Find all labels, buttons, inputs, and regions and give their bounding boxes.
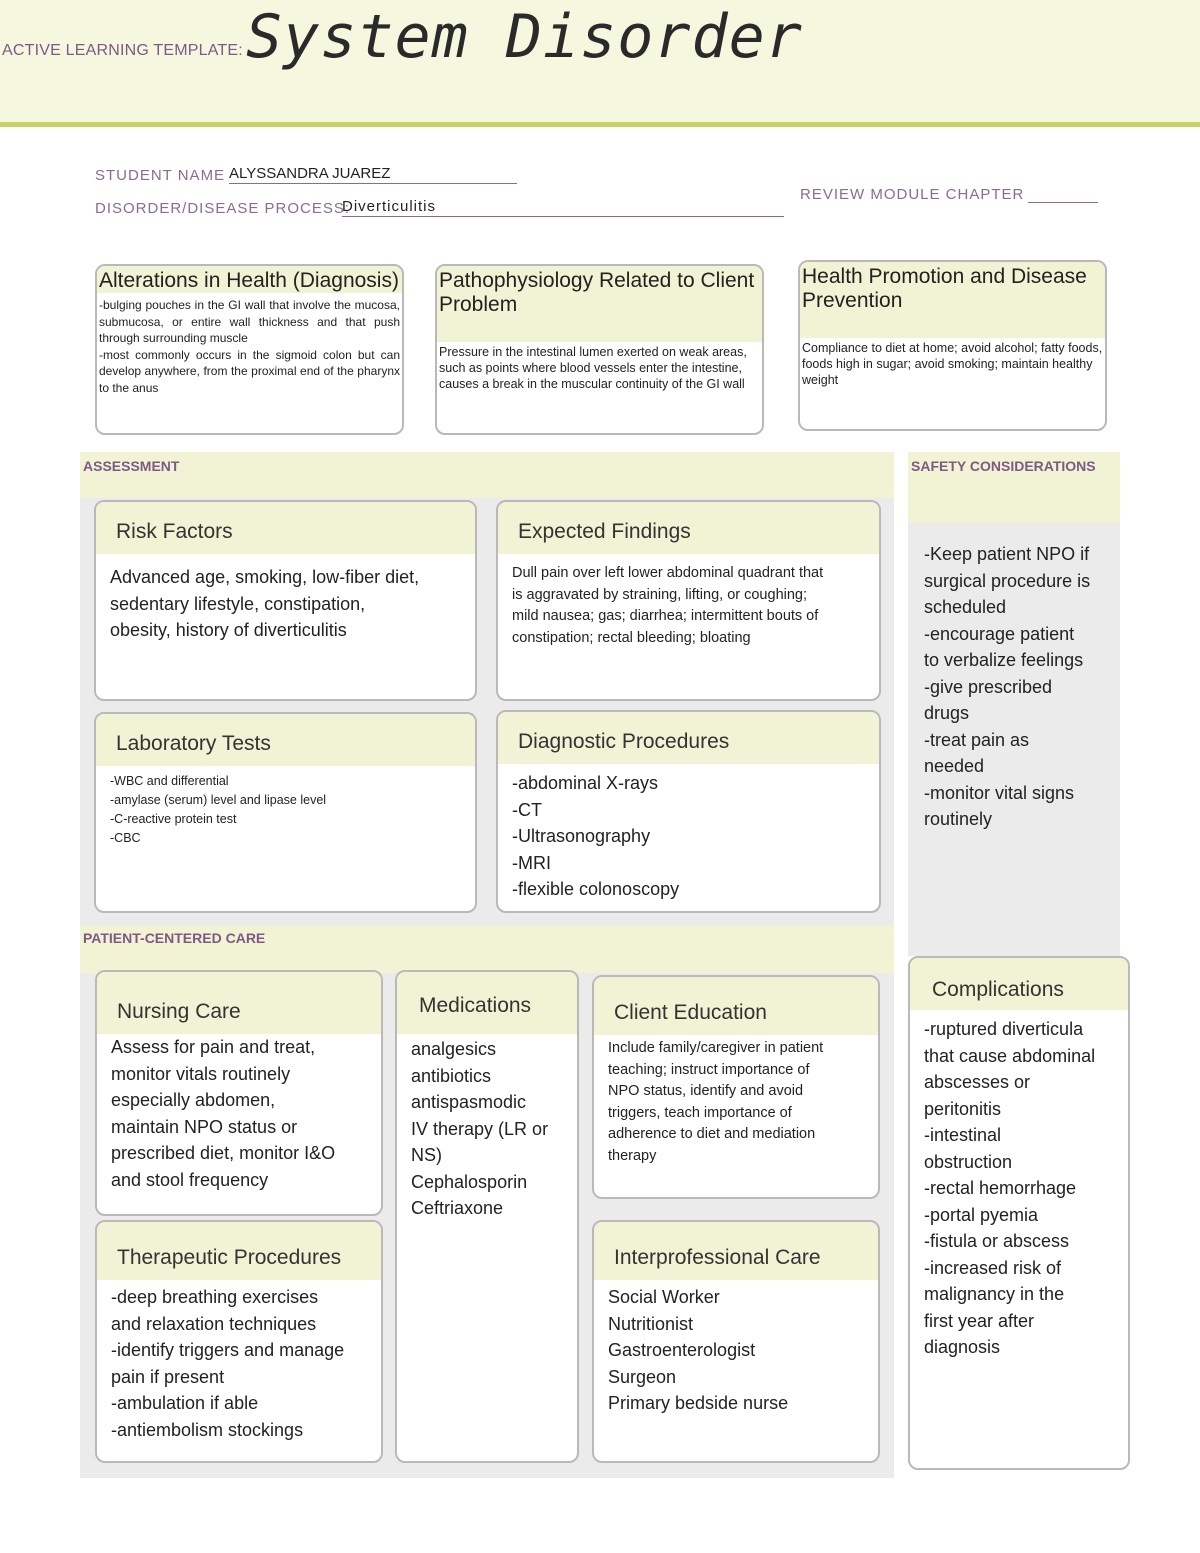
risk-factors-line: sedentary lifestyle, constipation,: [110, 593, 366, 614]
safety-line: to verbalize feelings: [924, 650, 1084, 670]
interprofessional-care-line: Social Worker: [608, 1287, 720, 1307]
risk-factors-line: obesity, history of diverticulitis: [110, 620, 347, 640]
safety-line: -monitor vital signs: [924, 782, 1075, 803]
complications-title: Complications: [910, 958, 1128, 1010]
health-promotion-box: [798, 260, 1107, 431]
complications-line: -portal pyemia: [924, 1204, 1039, 1225]
complications-line: abscesses or: [924, 1072, 1031, 1092]
interprofessional-care-body: [594, 1280, 878, 1425]
medications-line: NS): [411, 1145, 442, 1165]
alterations-title: Alterations in Health (Diagnosis): [97, 266, 402, 293]
medications-title: Medications: [397, 972, 577, 1034]
complications-line: -ruptured diverticula: [924, 1019, 1084, 1039]
risk-factors-line: Advanced age, smoking, low-fiber diet,: [110, 567, 420, 587]
medications-line: antispasmodic: [411, 1092, 527, 1112]
safety-line: surgical procedure is: [924, 570, 1091, 591]
therapeutic-procedures-line: and relaxation techniques: [111, 1313, 317, 1334]
therapeutic-procedures-body: [97, 1280, 381, 1451]
complications-card: [908, 956, 1130, 1470]
medications-line: Ceftriaxone: [411, 1198, 504, 1218]
nursing-care-line: especially abdomen,: [111, 1090, 276, 1110]
safety-line: -Keep patient NPO if: [924, 544, 1090, 564]
header-rule: [0, 122, 1200, 127]
diagnostic-procedures-line: -flexible colonoscopy: [512, 879, 680, 899]
expected-findings-line: mild nausea; gas; diarrhea; intermittent bouts of: [512, 608, 819, 624]
client-education-line: adherence to diet and mediation: [608, 1126, 816, 1142]
patient-centered-care-label: PATIENT-CENTERED CARE: [83, 930, 266, 946]
review-chapter-field[interactable]: [1028, 184, 1098, 203]
client-education-line: triggers, teach importance of: [608, 1104, 792, 1121]
laboratory-tests-body: [96, 766, 475, 856]
nursing-care-line: monitor vitals routinely: [111, 1063, 291, 1084]
interprofessional-care-line: Nutritionist: [608, 1313, 694, 1334]
safety-line: -treat pain as: [924, 729, 1030, 750]
complications-line: obstruction: [924, 1151, 1013, 1172]
complications-line: -increased risk of: [924, 1257, 1062, 1278]
expected-findings-body: [498, 554, 879, 657]
safety-body: [924, 541, 1114, 833]
interprofessional-care-title: Interprofessional Care: [594, 1222, 878, 1280]
laboratory-tests-title: Laboratory Tests: [96, 714, 475, 766]
alterations-line: -bulging pouches in the GI wall that involve the mucosa, submucosa, or entire wall thickness and that push through surrounding muscle: [99, 298, 400, 345]
health-promotion-text: Compliance to diet at home; avoid alcohol; fatty foods, foods high in sugar; avoid smoking; maintain healthy weight: [802, 341, 1103, 387]
safety-line: routinely: [924, 809, 993, 829]
nursing-care-line: Assess for pain and treat,: [111, 1037, 316, 1057]
client-education-title: Client Education: [594, 977, 878, 1035]
complications-line: diagnosis: [924, 1337, 1001, 1357]
laboratory-tests-card: [94, 712, 477, 913]
disorder-label: DISORDER/DISEASE PROCESS:: [95, 200, 351, 217]
client-education-body: [594, 1035, 878, 1175]
interprofessional-care-line: Primary bedside nurse: [608, 1393, 789, 1413]
assessment-label: ASSESSMENT: [83, 458, 180, 474]
pathophysiology-text: Pressure in the intestinal lumen exerted on weak areas, such as points where blood vessels enter the intestine, causes a break in the muscular continuity of the GI wall: [439, 345, 747, 391]
safety-line: scheduled: [924, 597, 1007, 617]
expected-findings-line: constipation; rectal bleeding; bloating: [512, 629, 751, 646]
diagnostic-procedures-line: -MRI: [512, 852, 551, 873]
pathophysiology-box: [435, 264, 764, 435]
therapeutic-procedures-card: [95, 1220, 383, 1463]
client-education-card: [592, 975, 880, 1199]
complications-body: [910, 1010, 1128, 1367]
safety-line: needed: [924, 756, 985, 776]
expected-findings-title: Expected Findings: [498, 502, 879, 554]
medications-card: [395, 970, 579, 1463]
interprofessional-care-line: Surgeon: [608, 1366, 677, 1387]
expected-findings-line: is aggravated by straining, lifting, or coughing;: [512, 586, 808, 603]
review-chapter-label: REVIEW MODULE CHAPTER: [800, 186, 1025, 203]
risk-factors-title: Risk Factors: [96, 502, 475, 554]
therapeutic-procedures-line: pain if present: [111, 1366, 225, 1387]
therapeutic-procedures-title: Therapeutic Procedures: [97, 1222, 381, 1280]
interprofessional-care-card: [592, 1220, 880, 1463]
client-education-line: Include family/caregiver in patient: [608, 1040, 824, 1056]
safety-label: SAFETY CONSIDERATIONS: [911, 458, 1096, 474]
diagnostic-procedures-line: -Ultrasonography: [512, 826, 651, 846]
therapeutic-procedures-line: -ambulation if able: [111, 1393, 259, 1413]
disorder-field[interactable]: Diverticulitis: [342, 198, 784, 217]
complications-line: peritonitis: [924, 1098, 1002, 1119]
complications-line: first year after: [924, 1310, 1035, 1331]
risk-factors-card: [94, 500, 477, 701]
nursing-care-line: and stool frequency: [111, 1169, 269, 1190]
expected-findings-line: Dull pain over left lower abdominal quadrant that: [512, 565, 824, 581]
template-title: System Disorder: [246, 2, 803, 72]
interprofessional-care-line: Gastroenterologist: [608, 1340, 756, 1360]
nursing-care-title: Nursing Care: [97, 972, 381, 1034]
risk-factors-body: [96, 554, 475, 652]
therapeutic-procedures-line: -deep breathing exercises: [111, 1287, 319, 1307]
diagnostic-procedures-body: [498, 764, 879, 911]
alterations-line: -most commonly occurs in the sigmoid colon but can develop anywhere, from the proximal end of the pharynx to the anus: [99, 347, 400, 395]
laboratory-tests-line: -CBC: [110, 831, 141, 845]
student-name-field[interactable]: ALYSSANDRA JUAREZ: [229, 165, 517, 184]
alterations-body: [97, 293, 402, 400]
laboratory-tests-line: -WBC and differential: [110, 774, 229, 788]
nursing-care-body: [97, 1034, 381, 1201]
complications-line: -intestinal: [924, 1125, 1002, 1145]
assessment-band: [80, 452, 894, 498]
medications-line: IV therapy (LR or: [411, 1118, 549, 1139]
diagnostic-procedures-line: -CT: [512, 799, 542, 820]
expected-findings-card: [496, 500, 881, 701]
client-education-line: therapy: [608, 1147, 657, 1164]
complications-line: that cause abdominal: [924, 1045, 1096, 1066]
client-education-line: teaching; instruct importance of: [608, 1061, 810, 1078]
laboratory-tests-line: -C-reactive protein test: [110, 812, 237, 826]
health-promotion-title: Health Promotion and Disease Prevention: [800, 262, 1105, 338]
nursing-care-card: [95, 970, 383, 1216]
therapeutic-procedures-line: -identify triggers and manage: [111, 1340, 345, 1360]
medications-body: [397, 1034, 577, 1224]
client-education-line: NPO status, identify and avoid: [608, 1083, 804, 1099]
student-name-label: STUDENT NAME: [95, 167, 226, 184]
complications-line: malignancy in the: [924, 1284, 1065, 1304]
complications-line: -rectal hemorrhage: [924, 1178, 1077, 1198]
safety-line: -give prescribed: [924, 676, 1053, 697]
pathophysiology-title: Pathophysiology Related to Client Problem: [437, 266, 762, 342]
diagnostic-procedures-title: Diagnostic Procedures: [498, 712, 879, 764]
safety-line: -encourage patient: [924, 623, 1075, 644]
therapeutic-procedures-line: -antiembolism stockings: [111, 1419, 304, 1440]
nursing-care-line: maintain NPO status or: [111, 1116, 298, 1137]
alterations-box: [95, 264, 404, 435]
complications-line: -fistula or abscess: [924, 1231, 1070, 1251]
medications-line: analgesics: [411, 1039, 497, 1059]
safety-line: drugs: [924, 703, 970, 723]
medications-line: Cephalosporin: [411, 1171, 528, 1192]
diagnostic-procedures-card: [496, 710, 881, 913]
medications-line: antibiotics: [411, 1065, 492, 1086]
nursing-care-line: prescribed diet, monitor I&O: [111, 1143, 336, 1163]
laboratory-tests-line: -amylase (serum) level and lipase level: [110, 793, 327, 807]
diagnostic-procedures-line: -abdominal X-rays: [512, 773, 659, 793]
template-label: ACTIVE LEARNING TEMPLATE:: [2, 42, 243, 59]
